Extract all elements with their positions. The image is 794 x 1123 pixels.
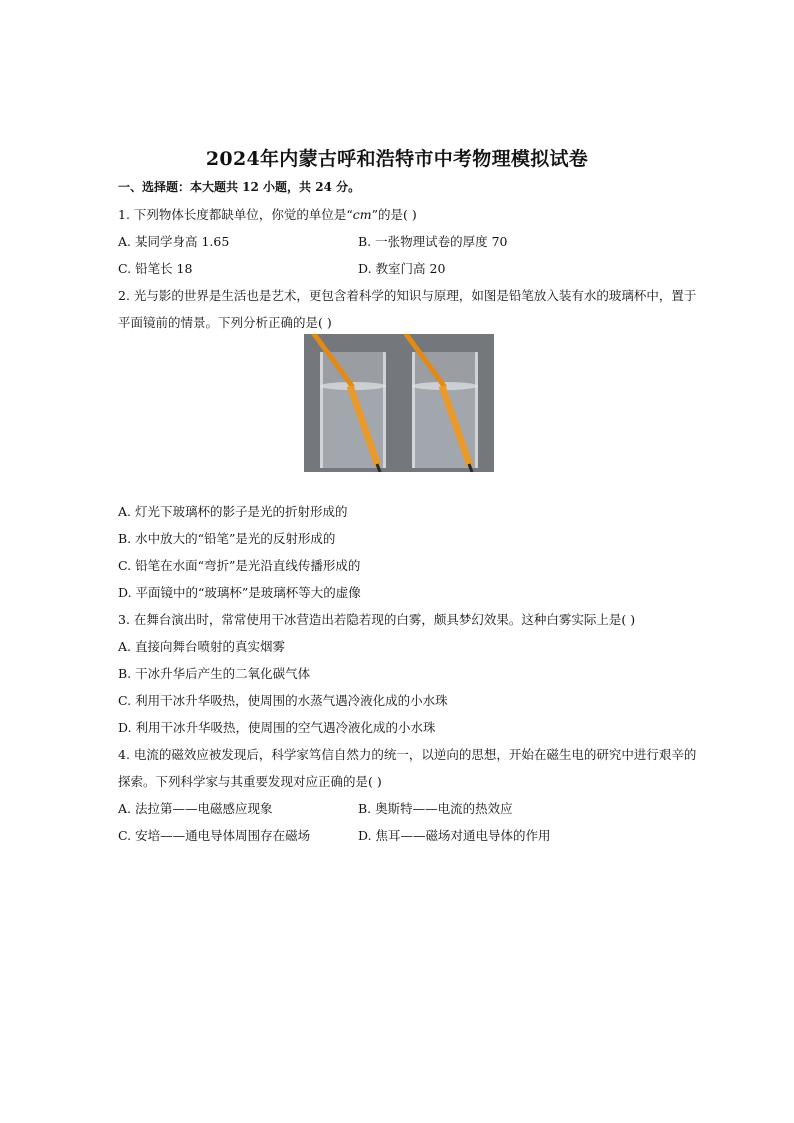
section-heading: 一、选择题：本大题共 12 小题，共 24 分。 — [118, 180, 361, 194]
question-3-option-b[interactable]: B. 干冰升华后产生的二氧化碳气体 — [118, 666, 311, 681]
pencil-glass-mirror-figure — [304, 334, 494, 472]
question-1-stem-part: 1. 下列物体长度都缺单位，你觉的单位是“ — [118, 207, 353, 222]
question-1-option-a[interactable]: A. 某同学身高 1.65 — [118, 234, 230, 249]
page-title: 2024年内蒙古呼和浩特市中考物理模拟试卷 — [205, 148, 589, 170]
question-1-option-b[interactable]: B. 一张物理试卷的厚度 70 — [358, 234, 508, 249]
glass-left — [314, 334, 386, 472]
question-2-option-b[interactable]: B. 水中放大的“铅笔”是光的反射形成的 — [118, 531, 336, 546]
question-2-option-d[interactable]: D. 平面镜中的“玻璃杯”是玻璃杯等大的虚像 — [118, 585, 361, 600]
question-1-stem — [118, 205, 417, 223]
question-2-stem-line-2: 平面镜前的情景。下列分析正确的是( ) — [118, 315, 332, 330]
question-4-stem-line-2: 探索。下列科学家与其重要发现对应正确的是( ) — [118, 774, 382, 789]
question-1-option-d[interactable]: D. 教室门高 20 — [358, 261, 446, 276]
question-3-stem: 3. 在舞台演出时，常常使用干冰营造出若隐若现的白雾，颇具梦幻效果。这种白雾实际上是( ) — [118, 612, 636, 627]
question-4-option-c[interactable]: C. 安培——通电导体周围存在磁场 — [118, 828, 311, 843]
question-2-stem-line-1: 2. 光与影的世界是生活也是艺术，更包含着科学的知识与原理，如图是铅笔放入装有水的玻璃杯中，置于 — [118, 288, 697, 303]
question-1-stem-part: ”的是( ) — [371, 207, 417, 222]
glass-right-mirror — [406, 334, 478, 472]
question-4-option-d[interactable]: D. 焦耳——磁场对通电导体的作用 — [358, 828, 551, 843]
unit-cm: cm — [352, 207, 372, 222]
question-2-option-c[interactable]: C. 铅笔在水面“弯折”是光沿直线传播形成的 — [118, 558, 361, 573]
question-4-stem-line-1: 4. 电流的磁效应被发现后，科学家笃信自然力的统一，以逆向的思想，开始在磁生电的研究中进行艰辛的 — [118, 747, 697, 762]
question-1-option-c[interactable]: C. 铅笔长 18 — [118, 261, 193, 276]
question-3-option-d[interactable]: D. 利用干冰升华吸热，使周围的空气遇冷液化成的小水珠 — [118, 720, 436, 735]
question-3-option-a[interactable]: A. 直接向舞台喷射的真实烟雾 — [118, 639, 285, 654]
question-2-option-a[interactable]: A. 灯光下玻璃杯的影子是光的折射形成的 — [118, 504, 348, 519]
pencil-glass-image — [304, 334, 494, 472]
question-4-option-b[interactable]: B. 奥斯特——电流的热效应 — [358, 801, 513, 816]
question-3-option-c[interactable]: C. 利用干冰升华吸热，使周围的水蒸气遇冷液化成的小水珠 — [118, 693, 448, 708]
question-4-option-a[interactable]: A. 法拉第——电磁感应现象 — [118, 801, 273, 816]
